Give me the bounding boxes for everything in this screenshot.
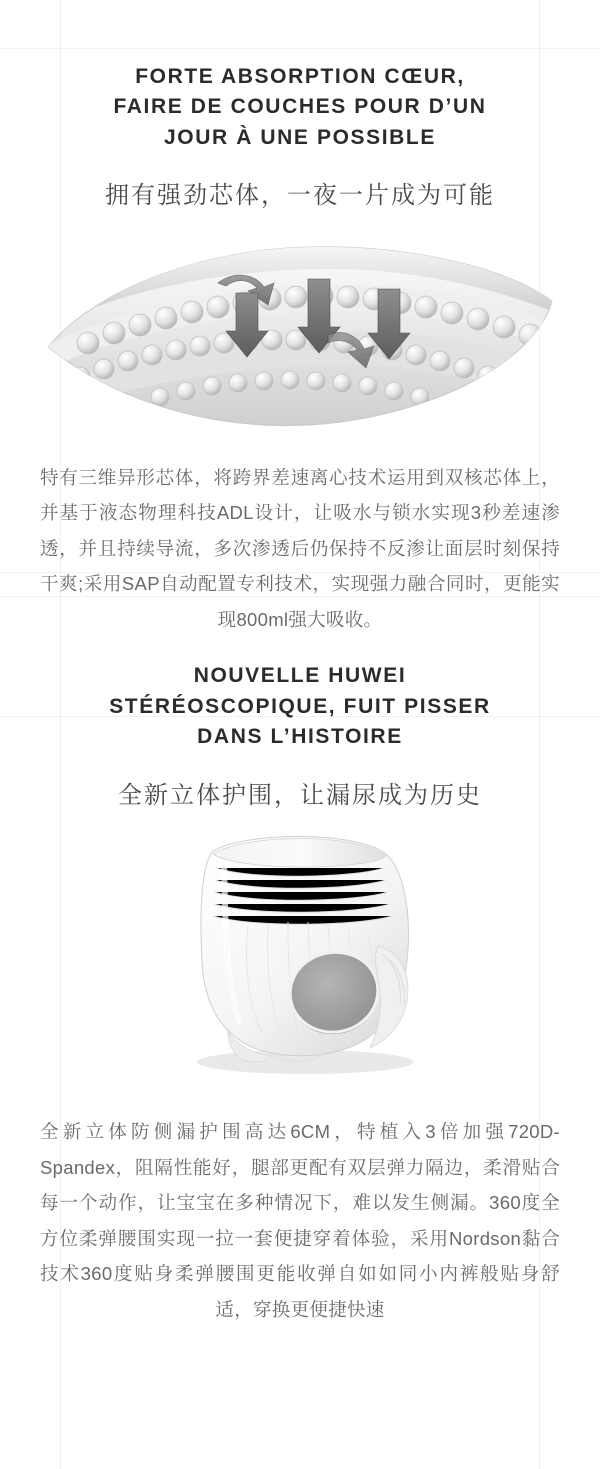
diaper-pant-photo [120,818,480,1088]
section1-body [40,460,560,638]
section1-subheadline: 拥有强劲芯体，一夜一片成为可能 [105,182,495,210]
absorbent-core-svg [40,227,560,442]
section2-body-paragraph: 全新立体防侧漏护围高达6CM，特植入3倍加强720D-Spandex，阻隔性能好，腿部更配有双层弹力隔边，柔滑贴合每一个动作，让宝宝在多种情况下，难以发生侧漏。360度全方位柔弹腰围实现一拉一套便捷穿着体验，采用Nordson黏合技术360度贴身柔弹腰围更能收弹自如如同小内裤般贴身舒适，穿换更便捷快速 [40,1121,560,1320]
section2-headline-line-2: STÉRÉOSCOPIQUE, FUIT PISSER [109,694,491,718]
section1-body-paragraph: 特有三维异形芯体，将跨界差速离心技术运用到双核芯体上，并基于液态物理科技ADL设计，让吸水与锁水实现3秒差速渗透，并且持续导流，多次渗透后仍保持不反渗让面层时刻保持干爽;采用SAP自动配置专利技术，实现强力融合同时，更能实现800ml强大吸收。 [40,466,560,630]
section2-headline-line-1: NOUVELLE HUWEI [193,664,407,688]
section-absorption [0,0,600,637]
section2-subheadline: 全新立体护围，让漏尿成为历史 [118,781,482,809]
section1-headline-line-3: JOUR À UNE POSSIBLE [164,125,436,149]
section-leak-guard [0,637,600,1327]
absorbent-core-illustration [40,227,560,442]
section1-headline [40,62,560,153]
section1-headline-line-1: FORTE ABSORPTION CŒUR, [135,65,465,88]
diaper-pant-svg [120,818,480,1088]
section1-headline-line-2: FAIRE DE COUCHES POUR D’UN [113,95,487,119]
section2-body [40,1114,560,1327]
section2-headline-line-3: DANS L’HISTOIRE [197,725,403,749]
section2-headline [40,661,560,752]
